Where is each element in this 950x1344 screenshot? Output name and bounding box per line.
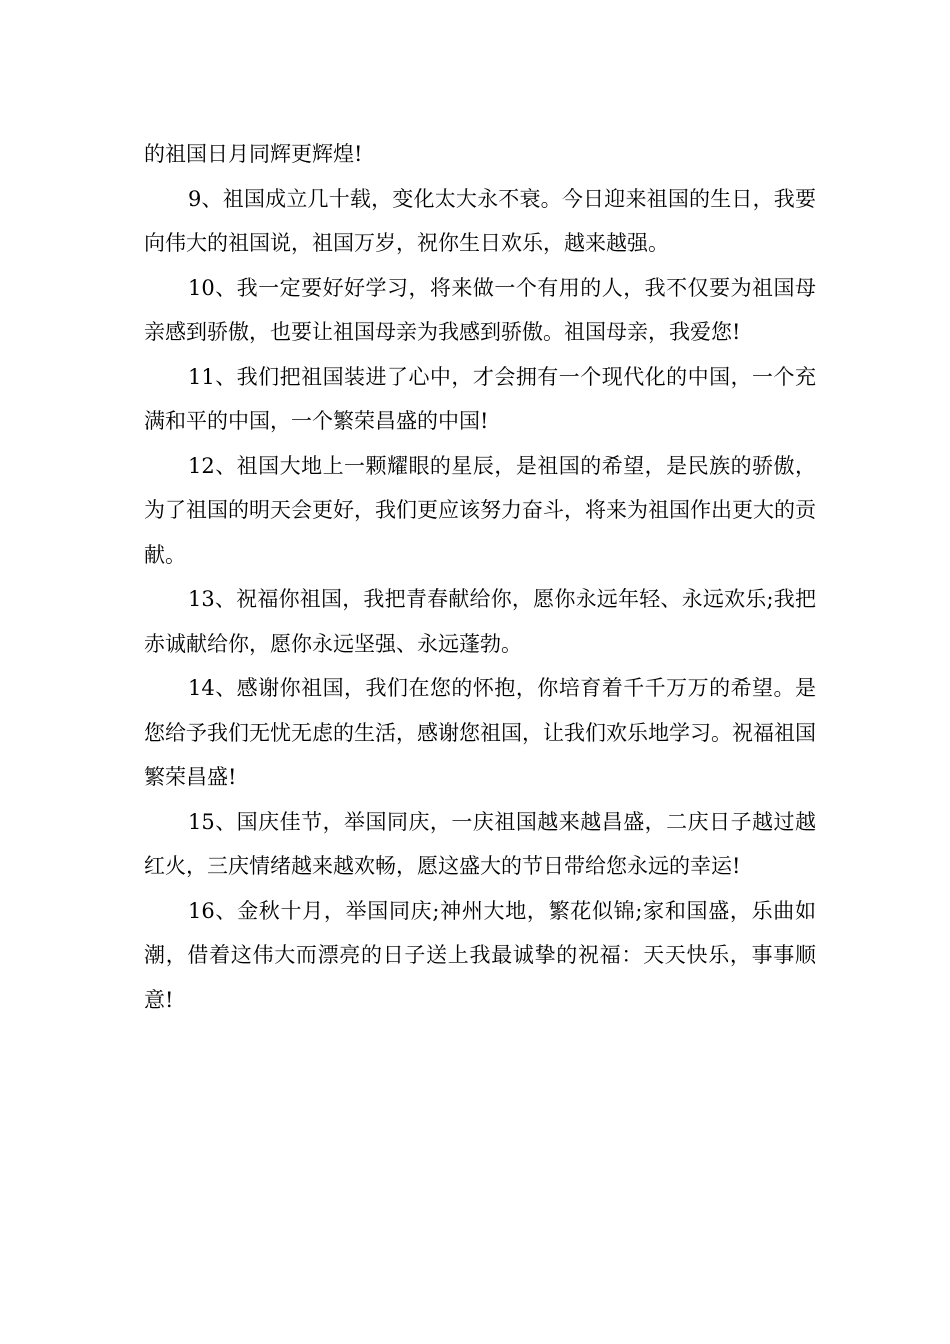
paragraph-item-11: 11、我们把祖国装进了心中，才会拥有一个现代化的中国，一个充满和平的中国，一个繁荣昌盛的中国! (144, 364, 816, 433)
paragraph-continuation: 的祖国日月同辉更辉煌! (144, 142, 363, 166)
document-body (144, 132, 816, 1022)
paragraph-item-15: 15、国庆佳节，举国同庆，一庆祖国越来越昌盛，二庆日子越过越红火，三庆情绪越来越欢畅，愿这盛大的节日带给您永远的幸运! (144, 809, 816, 878)
paragraph-item-12: 12、祖国大地上一颗耀眼的星辰，是祖国的希望，是民族的骄傲，为了祖国的明天会更好，我们更应该努力奋斗，将来为祖国作出更大的贡献。 (144, 453, 816, 567)
paragraph-item-14: 14、感谢你祖国，我们在您的怀抱，你培育着千千万万的希望。是您给予我们无忧无虑的生活，感谢您祖国，让我们欢乐地学习。祝福祖国繁荣昌盛! (144, 676, 816, 789)
paragraph-item-13: 13、祝福你祖国，我把青春献给你，愿你永远年轻、永远欢乐;我把赤诚献给你，愿你永远坚强、永远蓬勃。 (144, 587, 816, 656)
paragraph-item-9: 9、祖国成立几十载，变化太大永不衰。今日迎来祖国的生日，我要向伟大的祖国说，祖国万岁，祝你生日欢乐，越来越强。 (144, 186, 816, 255)
paragraph-item-10: 10、我一定要好好学习，将来做一个有用的人，我不仅要为祖国母亲感到骄傲，也要让祖国母亲为我感到骄傲。祖国母亲，我爱您! (144, 275, 816, 344)
paragraph-item-16: 16、金秋十月，举国同庆;神州大地，繁花似锦;家和国盛，乐曲如潮，借着这伟大而漂亮的日子送上我最诚挚的祝福：天天快乐，事事顺意! (144, 898, 816, 1012)
